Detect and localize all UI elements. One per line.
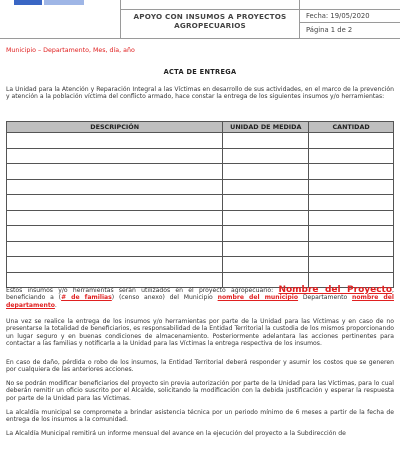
cell-unidad[interactable]: [223, 133, 309, 149]
cell-descripcion[interactable]: [7, 241, 223, 257]
table-body: [7, 133, 394, 288]
cell-cantidad[interactable]: [309, 133, 394, 149]
table-row: [7, 226, 394, 242]
cell-cantidad[interactable]: [309, 179, 394, 195]
cell-descripcion[interactable]: [7, 164, 223, 180]
header-title-top-row: [121, 0, 299, 10]
header-meta-cell: [299, 0, 400, 38]
header-date: Fecha: 19/05/2020: [300, 9, 400, 23]
column-header-unidad: UNIDAD DE MEDIDA: [223, 122, 309, 133]
cell-unidad[interactable]: [223, 257, 309, 273]
num-familias-field: # de familias: [61, 294, 112, 302]
logo-strip-light: [44, 0, 84, 5]
table-row: [7, 210, 394, 226]
cell-descripcion[interactable]: [7, 133, 223, 149]
cell-unidad[interactable]: [223, 195, 309, 211]
cell-cantidad[interactable]: [309, 164, 394, 180]
cell-cantidad[interactable]: [309, 241, 394, 257]
entrega-paragraph: Una vez se realice la entrega de los insumos y/o herramientas por parte de la Unidad para las Víctimas y en caso de no presentarse la totalidad de beneficiarios, es responsabilidad de la Entidad Territorial la custodia de los mismos proporcionando un lugar seguro y en buenas condiciones de almacenamiento. Posteriormente adelantara las acciones pertinentes para contactar a las familias y notificarla a la Unidad para las Víctimas la entrega respectiva de los insumos.: [6, 318, 394, 348]
acta-title: ACTA DE ENTREGA: [163, 68, 237, 76]
table-row: [7, 195, 394, 211]
proyecto-text-3: ) (censo anexo) del Municipio: [111, 294, 218, 302]
table-row: [7, 148, 394, 164]
items-table: [6, 121, 394, 288]
cell-cantidad[interactable]: [309, 257, 394, 273]
table-row: [7, 133, 394, 149]
proyecto-text-1: Estos insumos y/o herramientas serán utilizados en el proyecto agropecuario:: [6, 287, 279, 294]
cell-unidad[interactable]: [223, 210, 309, 226]
nombre-departamento-field: nombre del departamento: [6, 294, 394, 309]
alcaldia-paragraph: La alcaldía municipal se compromete a brindar asistencia técnica por un periodo mínimo de 6 meses a partir de la fecha de entrega de los insumos a la comunidad.: [6, 409, 394, 424]
municipio-date-line: Municipio – Departamento, Mes, día, año: [6, 47, 135, 54]
logo: [0, 0, 121, 38]
cell-descripcion[interactable]: [7, 226, 223, 242]
cell-descripcion[interactable]: [7, 195, 223, 211]
cell-unidad[interactable]: [223, 164, 309, 180]
cell-cantidad[interactable]: [309, 210, 394, 226]
header-title-cell: [121, 0, 299, 38]
table-row: [7, 257, 394, 273]
table-row: [7, 179, 394, 195]
nombre-proyecto-field: Nombre del Proyecto: [278, 285, 393, 295]
document-header: [0, 0, 400, 38]
cell-unidad[interactable]: [223, 226, 309, 242]
cell-cantidad[interactable]: [309, 226, 394, 242]
nombre-municipio-field: nombre del municipio: [217, 294, 299, 302]
header-page-number: Página 1 de 2: [306, 26, 353, 34]
proyecto-text-4: Departamento: [298, 294, 353, 302]
perdida-paragraph: En caso de daño, pérdida o robo de los insumos, la Entidad Territorial deberá responder y asumir los costos que se generen por cualquiera de las anteriores acciones.: [6, 359, 394, 374]
proyecto-paragraph: [6, 287, 394, 309]
cell-cantidad[interactable]: [309, 148, 394, 164]
cell-descripcion[interactable]: [7, 179, 223, 195]
cell-cantidad[interactable]: [309, 195, 394, 211]
modificar-paragraph: No se podrán modificar beneficiarios del proyecto sin previa autorización por parte de la Unidad para las Víctimas, para lo cual deberán remitir un oficio suscrito por el Alcalde, solicitando la modificación con la debida justificación y esperar la respuesta por parte de la Unidad para las Víctimas.: [6, 380, 394, 402]
column-header-cantidad: CANTIDAD: [309, 122, 394, 133]
intro-paragraph: La Unidad para la Atención y Reparación Integral a las Víctimas en desarrollo de sus actividades, en el marco de la prevención y atención a la población víctima del conflicto armado, hace constar la entrega de los siguientes insumos y/o herramientas:: [6, 86, 394, 101]
cell-descripcion[interactable]: [7, 272, 223, 288]
table-row: [7, 164, 394, 180]
informe-paragraph: La Alcaldía Municipal remitirá un informe mensual del avance en la ejecución del proyecto a la Subdirección de: [6, 430, 346, 437]
table-header-row: [7, 122, 394, 133]
header-bottom-border: [0, 38, 400, 39]
cell-descripcion[interactable]: [7, 210, 223, 226]
cell-unidad[interactable]: [223, 179, 309, 195]
table-row: [7, 241, 394, 257]
cell-unidad[interactable]: [223, 148, 309, 164]
cell-descripcion[interactable]: [7, 257, 223, 273]
header-title: APOYO CON INSUMOS A PROYECTOS AGROPECUARIOS: [133, 12, 287, 30]
logo-strip-dark: [14, 0, 42, 5]
proyecto-text-2: , beneficiando a (: [6, 287, 394, 302]
column-header-descripcion: DESCRIPCIÓN: [7, 122, 223, 133]
cell-unidad[interactable]: [223, 241, 309, 257]
proyecto-text-5: .: [54, 301, 57, 309]
cell-descripcion[interactable]: [7, 148, 223, 164]
